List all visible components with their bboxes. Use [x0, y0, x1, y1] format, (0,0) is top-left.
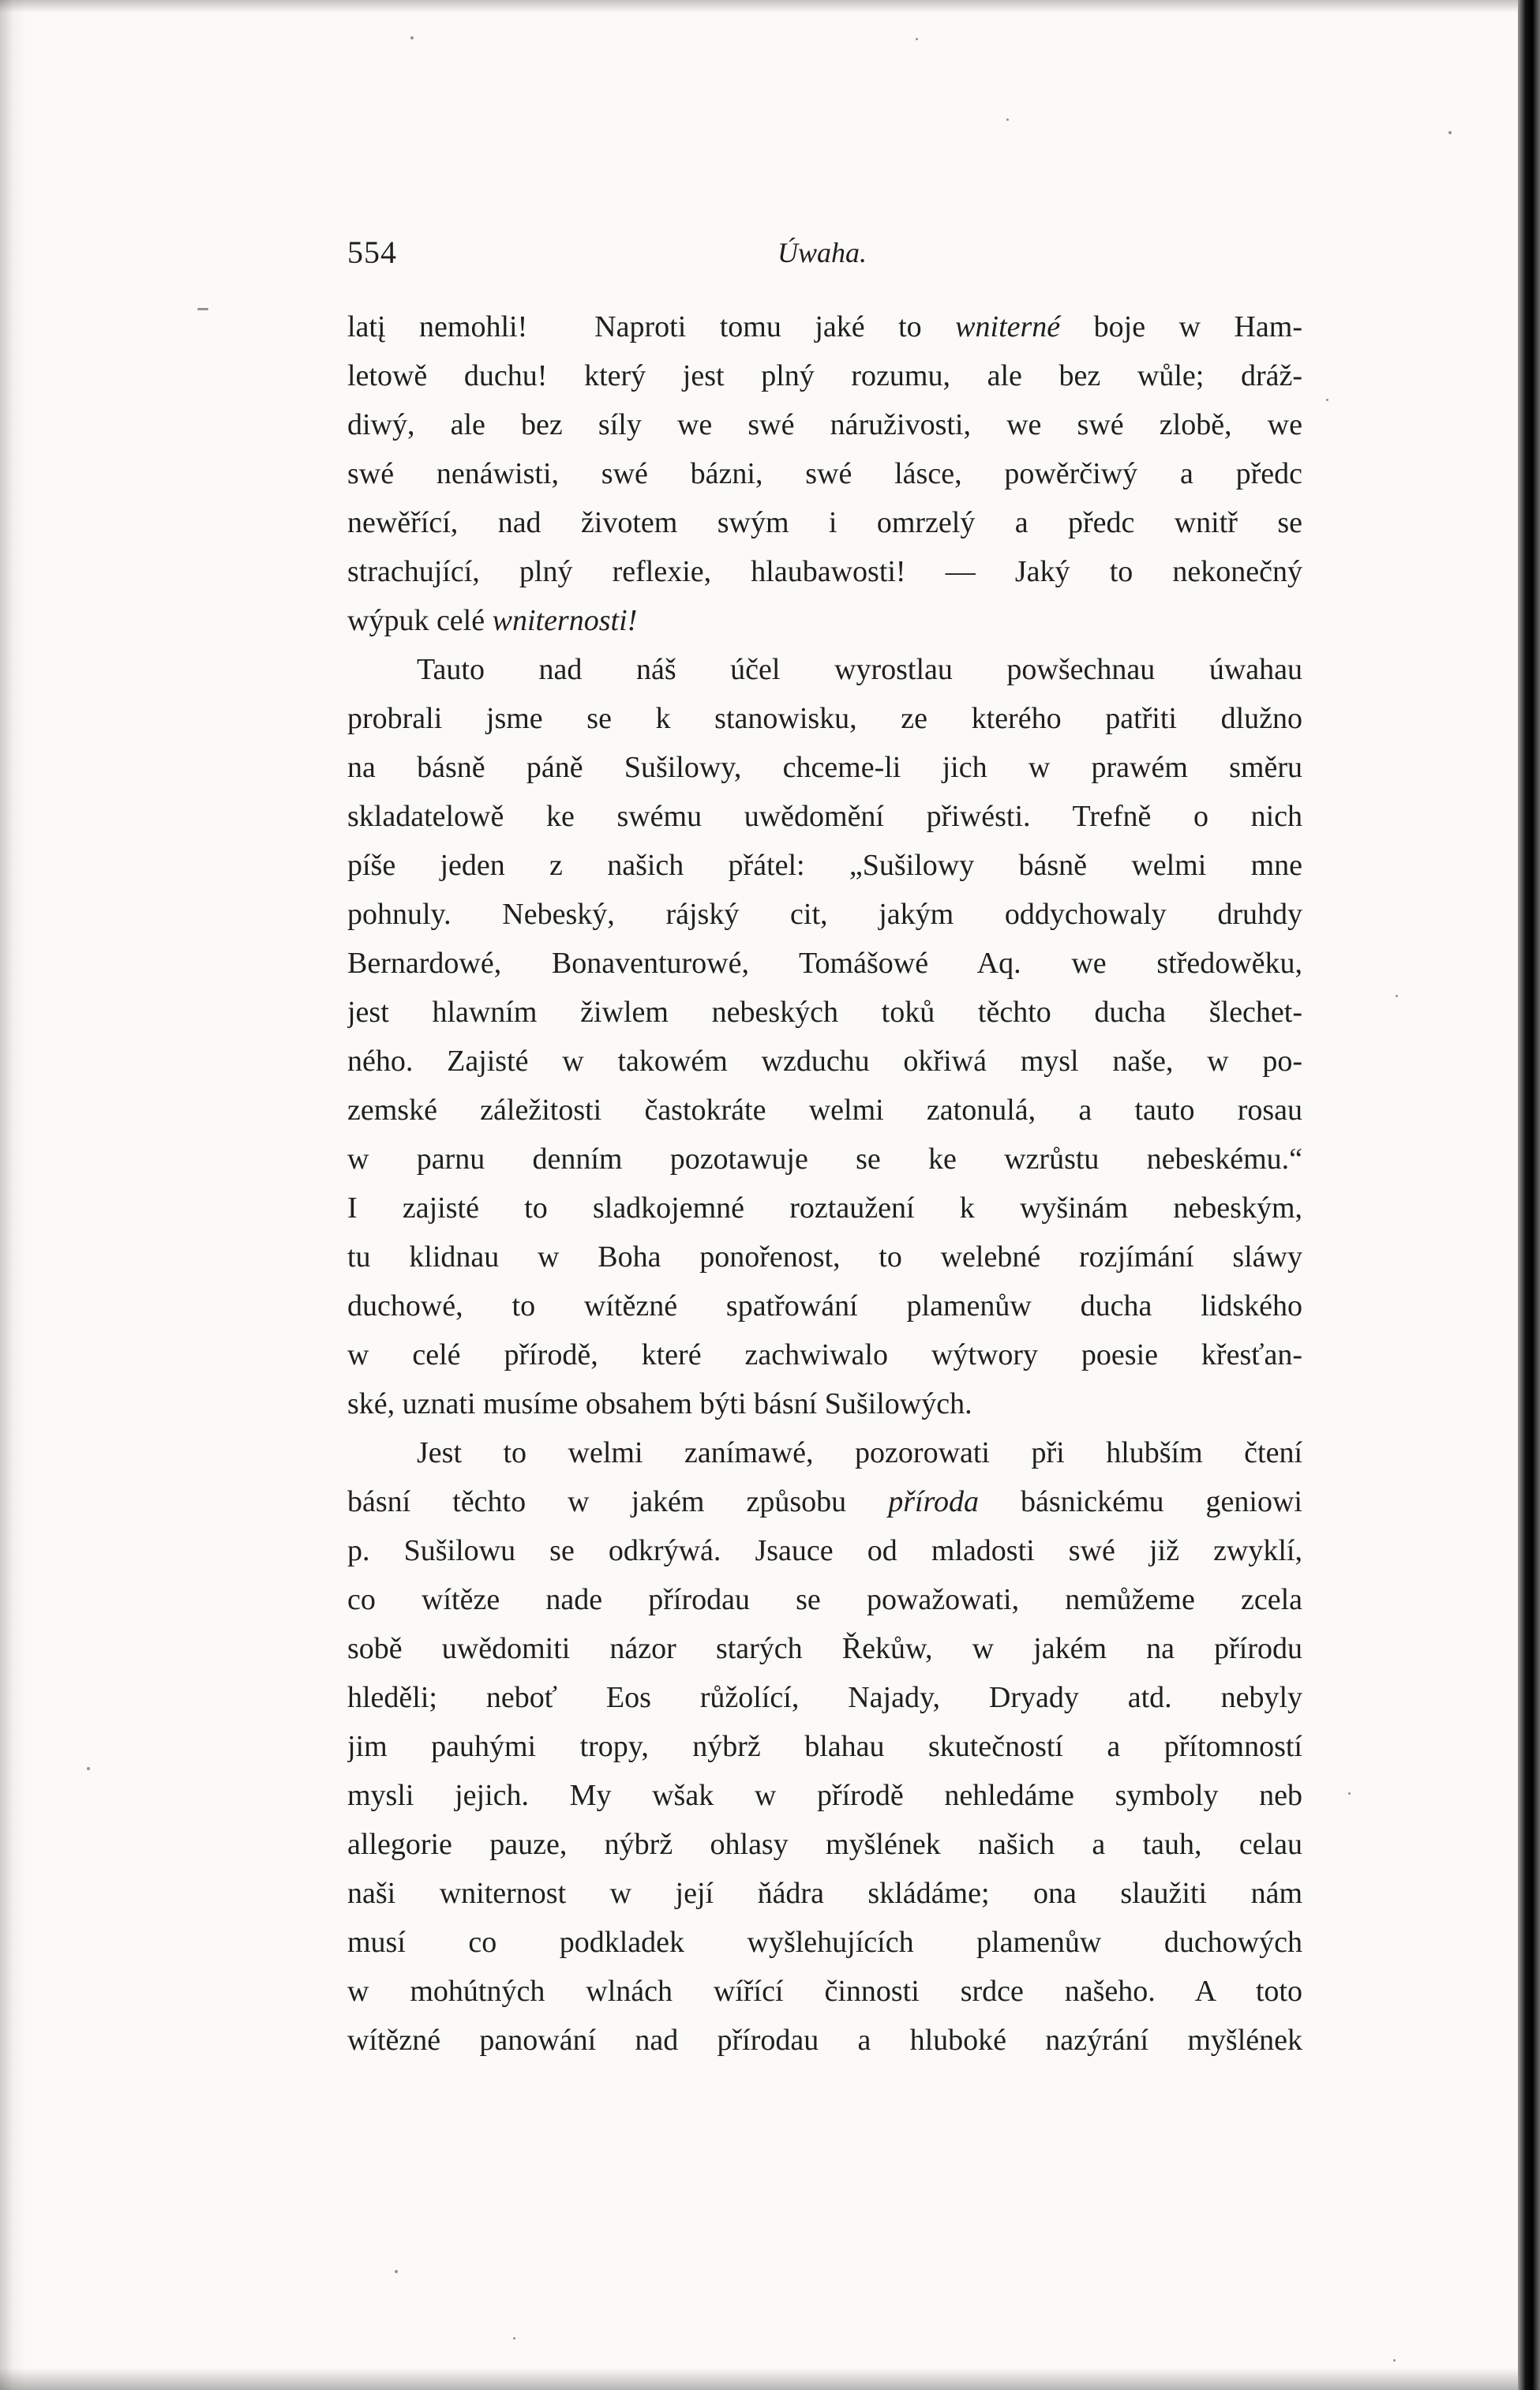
text-line [347, 353, 1302, 399]
text-segment: probrali jsme se k stanowisku, ze kterého patřiti dlužno [347, 702, 1302, 735]
text-segment: na básně páně Sušilowy, chceme-li jich w prawém směru [347, 751, 1302, 784]
text-line [347, 1185, 1302, 1231]
running-head: Úwaha. [777, 237, 867, 268]
text-line [347, 402, 1302, 448]
text-segment: sobě uwědomiti názor starých Řekůw, w jakém na přírodu [347, 1632, 1302, 1665]
text-segment: jim pauhými tropy, nýbrž blahau skutečností a přítomností [347, 1730, 1302, 1763]
text-segment: I zajisté to sladkojemné roztaužení k wyšinám nebeským, [347, 1191, 1302, 1225]
text-segment: newěřící, nad životem swým i omrzelý a předc wnitř se [347, 506, 1302, 539]
text-segment: naši wniternost w její ňádra skládáme; ona slaužiti nám [347, 1877, 1302, 1910]
text-line [347, 1773, 1302, 1818]
body-text [347, 304, 1302, 2080]
text-segment: ného. Zajisté w takowém wzduchu okřiwá mysl naše, w po- [347, 1045, 1302, 1078]
text-segment: wýpuk celé [347, 604, 493, 637]
text-segment: letowě duchu! který jest plný rozumu, ale bez wůle; dráž- [347, 359, 1302, 392]
scan-speck [87, 1767, 90, 1770]
text-line [347, 1479, 1302, 1525]
italic-text-segment: wniterné [955, 310, 1061, 343]
text-line [347, 1968, 1302, 2014]
text-segment: hleděli; neboť Eos růžolící, Najady, Dryady atd. nebyly [347, 1681, 1302, 1714]
text-segment: p. Sušilowu se odkrýwá. Jsauce od mladosti swé již zwyklí, [347, 1534, 1302, 1567]
text-segment: pohnuly. Nebeský, rájský cit, jakým oddychowaly druhdy [347, 898, 1302, 931]
text-segment: zemské záležitosti častokráte welmi zatonulá, a tauto rosau [347, 1094, 1302, 1127]
text-line [347, 1870, 1302, 1916]
text-segment: Jest to welmi zanímawé, pozorowati při hlubším čtení [417, 1436, 1302, 1469]
text-line [347, 891, 1302, 937]
text-line [347, 500, 1302, 546]
text-line [347, 1528, 1302, 1574]
text-segment: allegorie pauze, nýbrž ohlasy myšlének našich a tauh, celau [347, 1828, 1302, 1861]
scan-speck [1348, 1792, 1351, 1795]
text-segment: strachující, plný reflexie, hlaubawosti! — Jaký to nekonečný [347, 555, 1302, 588]
scan-speck [1396, 995, 1398, 997]
text-line [347, 549, 1302, 595]
text-line [347, 989, 1302, 1035]
text-segment: ské, uznati musíme obsahem býti básní Sušilowých. [347, 1387, 972, 1420]
text-segment: tu klidnau w Boha ponořenost, to welebné rozjímání sláwy [347, 1240, 1302, 1274]
scan-speck [1448, 131, 1452, 134]
italic-text-segment: příroda [888, 1485, 979, 1518]
text-segment: Bernardowé, Bonaventurowé, Tomášowé Aq. we středowěku, [347, 947, 1302, 980]
text-line [347, 1234, 1302, 1280]
text-line [347, 598, 1302, 643]
page-top-edge [0, 0, 1540, 13]
text-segment: básnickému geniowi [978, 1485, 1302, 1518]
text-segment: Tauto nad náš účel wyrostlau powšechnau úwahau [417, 653, 1302, 686]
text-line [347, 1919, 1302, 1965]
text-line [347, 304, 1302, 350]
page-gutter-shadow [0, 0, 27, 2390]
text-line [347, 940, 1302, 986]
text-line [347, 1577, 1302, 1623]
text-segment: mysli jejich. My wšak w přírodě nehledáme symboly neb [347, 1779, 1302, 1812]
text-line [347, 1675, 1302, 1720]
text-line [417, 1430, 1302, 1476]
text-line [347, 745, 1302, 790]
italic-text-segment: wniternosti! [492, 604, 638, 637]
text-segment: skladatelowě ke swému uwědomění přiwésti. Trefně o nich [347, 800, 1302, 833]
scan-speck [197, 308, 208, 310]
text-line [347, 1136, 1302, 1182]
text-segment: w mohútných wlnách wířící činnosti srdce našeho. A toto [347, 1975, 1302, 2008]
text-line [347, 794, 1302, 839]
text-line [347, 842, 1302, 888]
text-line [347, 451, 1302, 497]
text-segment: diwý, ale bez síly we swé náruživosti, we swé zlobě, we [347, 408, 1302, 441]
text-segment: musí co podkladek wyšlehujících plamenůw duchowých [347, 1926, 1302, 1959]
text-line [347, 696, 1302, 741]
text-line [347, 1724, 1302, 1769]
scan-speck [513, 2337, 515, 2339]
text-line [347, 2017, 1302, 2063]
right-scan-border [1518, 0, 1540, 2390]
text-segment: co wítěze nade přírodau se powažowati, nemůžeme zcela [347, 1583, 1302, 1616]
text-line [347, 1087, 1302, 1133]
page-header [347, 234, 1302, 272]
text-segment: duchowé, to wítězné spatřowání plamenůw ducha lidského [347, 1289, 1302, 1323]
scan-speck [1393, 2359, 1396, 2362]
scan-speck [410, 36, 414, 39]
text-line [347, 1038, 1302, 1084]
text-segment: básní těchto w jakém způsobu [347, 1485, 889, 1518]
text-segment: latį nemohli! Naproti tomu jaké to [347, 310, 956, 343]
text-line [417, 647, 1302, 692]
text-segment: swé nenáwisti, swé bázni, swé lásce, powěrčiwý a předc [347, 457, 1302, 490]
text-line [347, 1626, 1302, 1671]
scan-speck [395, 2270, 398, 2273]
text-segment: w parnu denním pozotawuje se ke wzrůstu nebeskému.“ [347, 1142, 1302, 1176]
text-segment: wítězné panowání nad přírodau a hluboké nazýrání myšlének [347, 2024, 1302, 2057]
text-line [347, 1381, 1302, 1427]
scan-speck [1006, 118, 1009, 121]
page-number: 554 [347, 234, 397, 270]
text-segment: jest hlawním žiwlem nebeských toků těchto ducha šlechet- [347, 996, 1302, 1029]
scan-speck [916, 38, 918, 40]
text-segment: boje w Ham- [1060, 310, 1302, 343]
text-line [347, 1822, 1302, 1867]
text-segment: w celé přírodě, které zachwiwalo wýtwory poesie křesťan- [347, 1338, 1302, 1371]
page-bottom-edge [0, 2368, 1540, 2390]
text-line [347, 1332, 1302, 1378]
scan-speck [1326, 399, 1328, 401]
text-segment: píše jeden z našich přátel: „Sušilowy básně welmi mne [347, 849, 1302, 882]
text-line [347, 1283, 1302, 1329]
